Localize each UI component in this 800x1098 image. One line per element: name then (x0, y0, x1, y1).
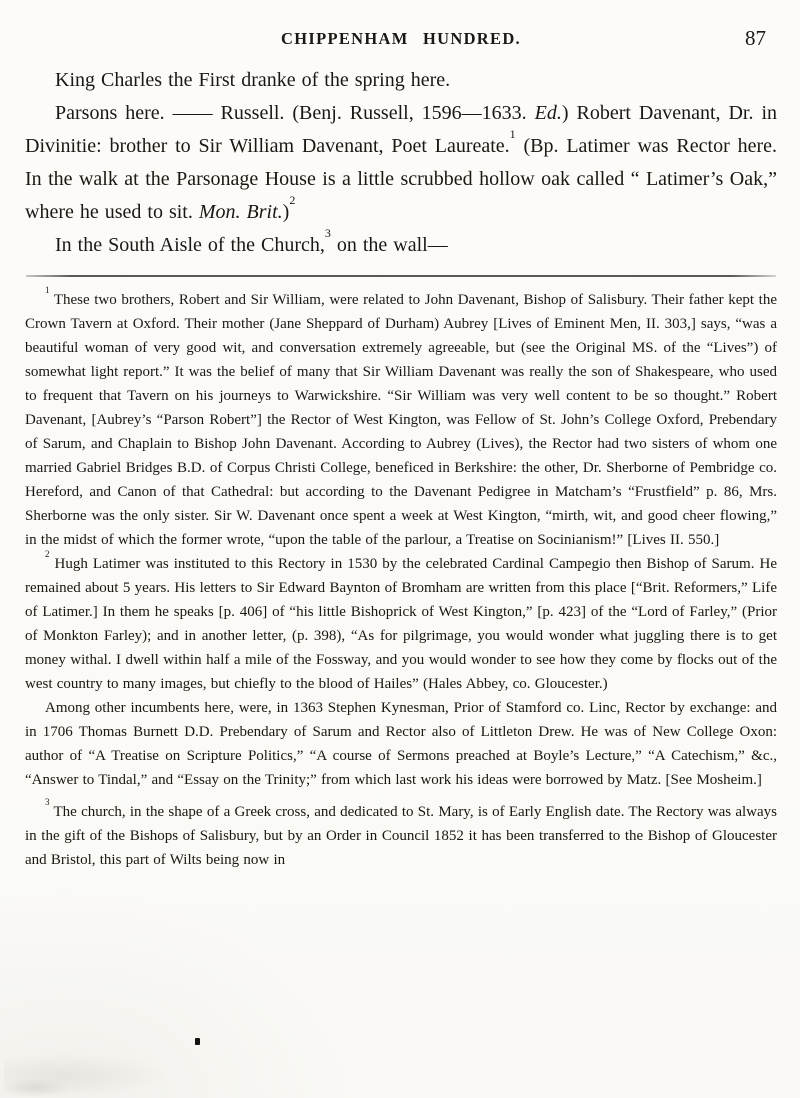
text-segment-italic: Ed. (534, 102, 562, 124)
running-title: CHIPPENHAM HUNDRED. (281, 29, 521, 48)
paragraph-south-aisle (25, 225, 777, 262)
footnote-marker-2: 2 (45, 549, 50, 560)
footnote-ref-2: 2 (289, 192, 296, 207)
page-number: 87 (745, 26, 766, 50)
footnote-marker-1: 1 (45, 285, 50, 296)
paragraph-spring (25, 64, 777, 97)
footnotes-section (25, 285, 777, 872)
footnote-marker-3: 3 (45, 797, 50, 808)
footnote-text: Among other incumbents here, were, in 1363 Stephen Kynesman, Prior of Stamford co. Linc, Rector by exchange: and in 1706 Thomas Burnett D.D. Prebendary of Sarum and Rector also of Littleton Drew. He was of New College Oxon: author of “A Treatise on Scripture Politics,” “A course of Sermons preached at Boyle’s Lecture,” “A Catechism,” &c., “Answer to Tindal,” and “Essay on the Trinity;” from which last work his ideas were borrowed by Matz. [See Mosheim.] (25, 700, 777, 788)
paragraph-parsons (25, 97, 777, 229)
main-text (25, 64, 777, 262)
footnote-divider (26, 275, 776, 277)
footnote-2-continued (25, 696, 777, 792)
footnote-3 (25, 797, 777, 872)
text-segment: In the South Aisle of the Church, (55, 234, 325, 256)
ink-speck-artifact (195, 1038, 200, 1045)
page-header (25, 26, 777, 48)
text-segment: ) (282, 201, 290, 223)
text-segment-italic: Mon. Brit. (198, 201, 283, 223)
scan-smudge-artifact (0, 1078, 70, 1098)
text-segment: Parsons here. —— Russell. (Benj. Russell, 1596—1633. (55, 102, 535, 124)
footnote-text: Hugh Latimer was instituted to this Rectory in 1530 by the celebrated Cardinal Campegio then Bishop of Sarum. He remained about 5 years. His letters to Sir Edward Baynton of Bromham are written from this place [“Brit. Reformers,” Life of Latimer.] In them he speaks [p. 406] of “his little Bishoprick of West Kington,” [p. 423] of the “Lord of Farley,” (Prior of Monkton Farley); and in another letter, (p. 398), “As for pilgrimage, you would wonder what juggling there is to get money withal. I dwell within half a mile of the Fossway, and you would wonder to see how they come by flocks out of the west country to many images, but chiefly to the blood of Hailes” (Hales Abbey, co. Gloucester.) (25, 556, 777, 692)
text-segment: King Charles the First dranke of the spring here. (55, 69, 451, 91)
text-segment: on the wall— (330, 234, 448, 256)
footnote-text: These two brothers, Robert and Sir William, were related to John Davenant, Bishop of Salisbury. Their father kept the Crown Tavern at Oxford. Their mother (Jane Sheppard of Durham) Aubrey [Lives of Eminent Men, II. 303,] says, “was a beautiful woman of very good wit, and conversation extremely agreeable, but (see the Original MS. of the “Lives”) of somewhat light report.” It was the belief of many that Sir William Davenant was really the son of Shakespeare, who used to frequent that Tavern on his journeys to Warwickshire. “Sir William was very well content to be so thought.” Robert Davenant, [Aubrey’s “Parson Robert”] the Rector of West Kington, was Fellow of St. John’s College Oxford, Prebendary of Sarum, and Chaplain to Bishop John Davenant. According to Aubrey (Lives), the Rector had two sisters of whom one married Gabriel Bridges B.D. of Corpus Christi College, beneficed in Berkshire: the other, Dr. Sherborne of Pembridge co. Hereford, and Canon of that Cathedral: but according to the Davenant Pedigree in Matcham’s “Frustfield” p. 86, Mrs. Sherborne was the only sister. Sir W. Davenant once spent a week at West Kington, “mirth, wit, and good cheer flowing,” in the midst of which the former wrote, “upon the table of the parlour, a Treatise on Socinianism!” [Lives II. 550.] (25, 292, 777, 548)
footnote-1 (25, 285, 777, 552)
footnote-text: The church, in the shape of a Greek cross, and dedicated to St. Mary, is of Early English date. The Rectory was always in the gift of the Bishops of Salisbury, but by an Order in Council 1852 it has been transferred to the Bishop of Gloucester and Bristol, this part of Wilts being now in (25, 804, 777, 868)
footnote-ref-1: 1 (509, 126, 516, 141)
text-segment: ) Robert Davenant, Dr. in Divinitie: brother to Sir William Davenant, Poet Laureate. (25, 102, 778, 157)
footnote-2 (25, 549, 777, 696)
footnote-ref-3: 3 (324, 225, 331, 240)
text-segment: (Bp. Latimer was Rector here. In the walk at the Parsonage House is a little scrubbed hollow oak called “ Latimer’s Oak,” where he used to sit. (25, 135, 777, 223)
